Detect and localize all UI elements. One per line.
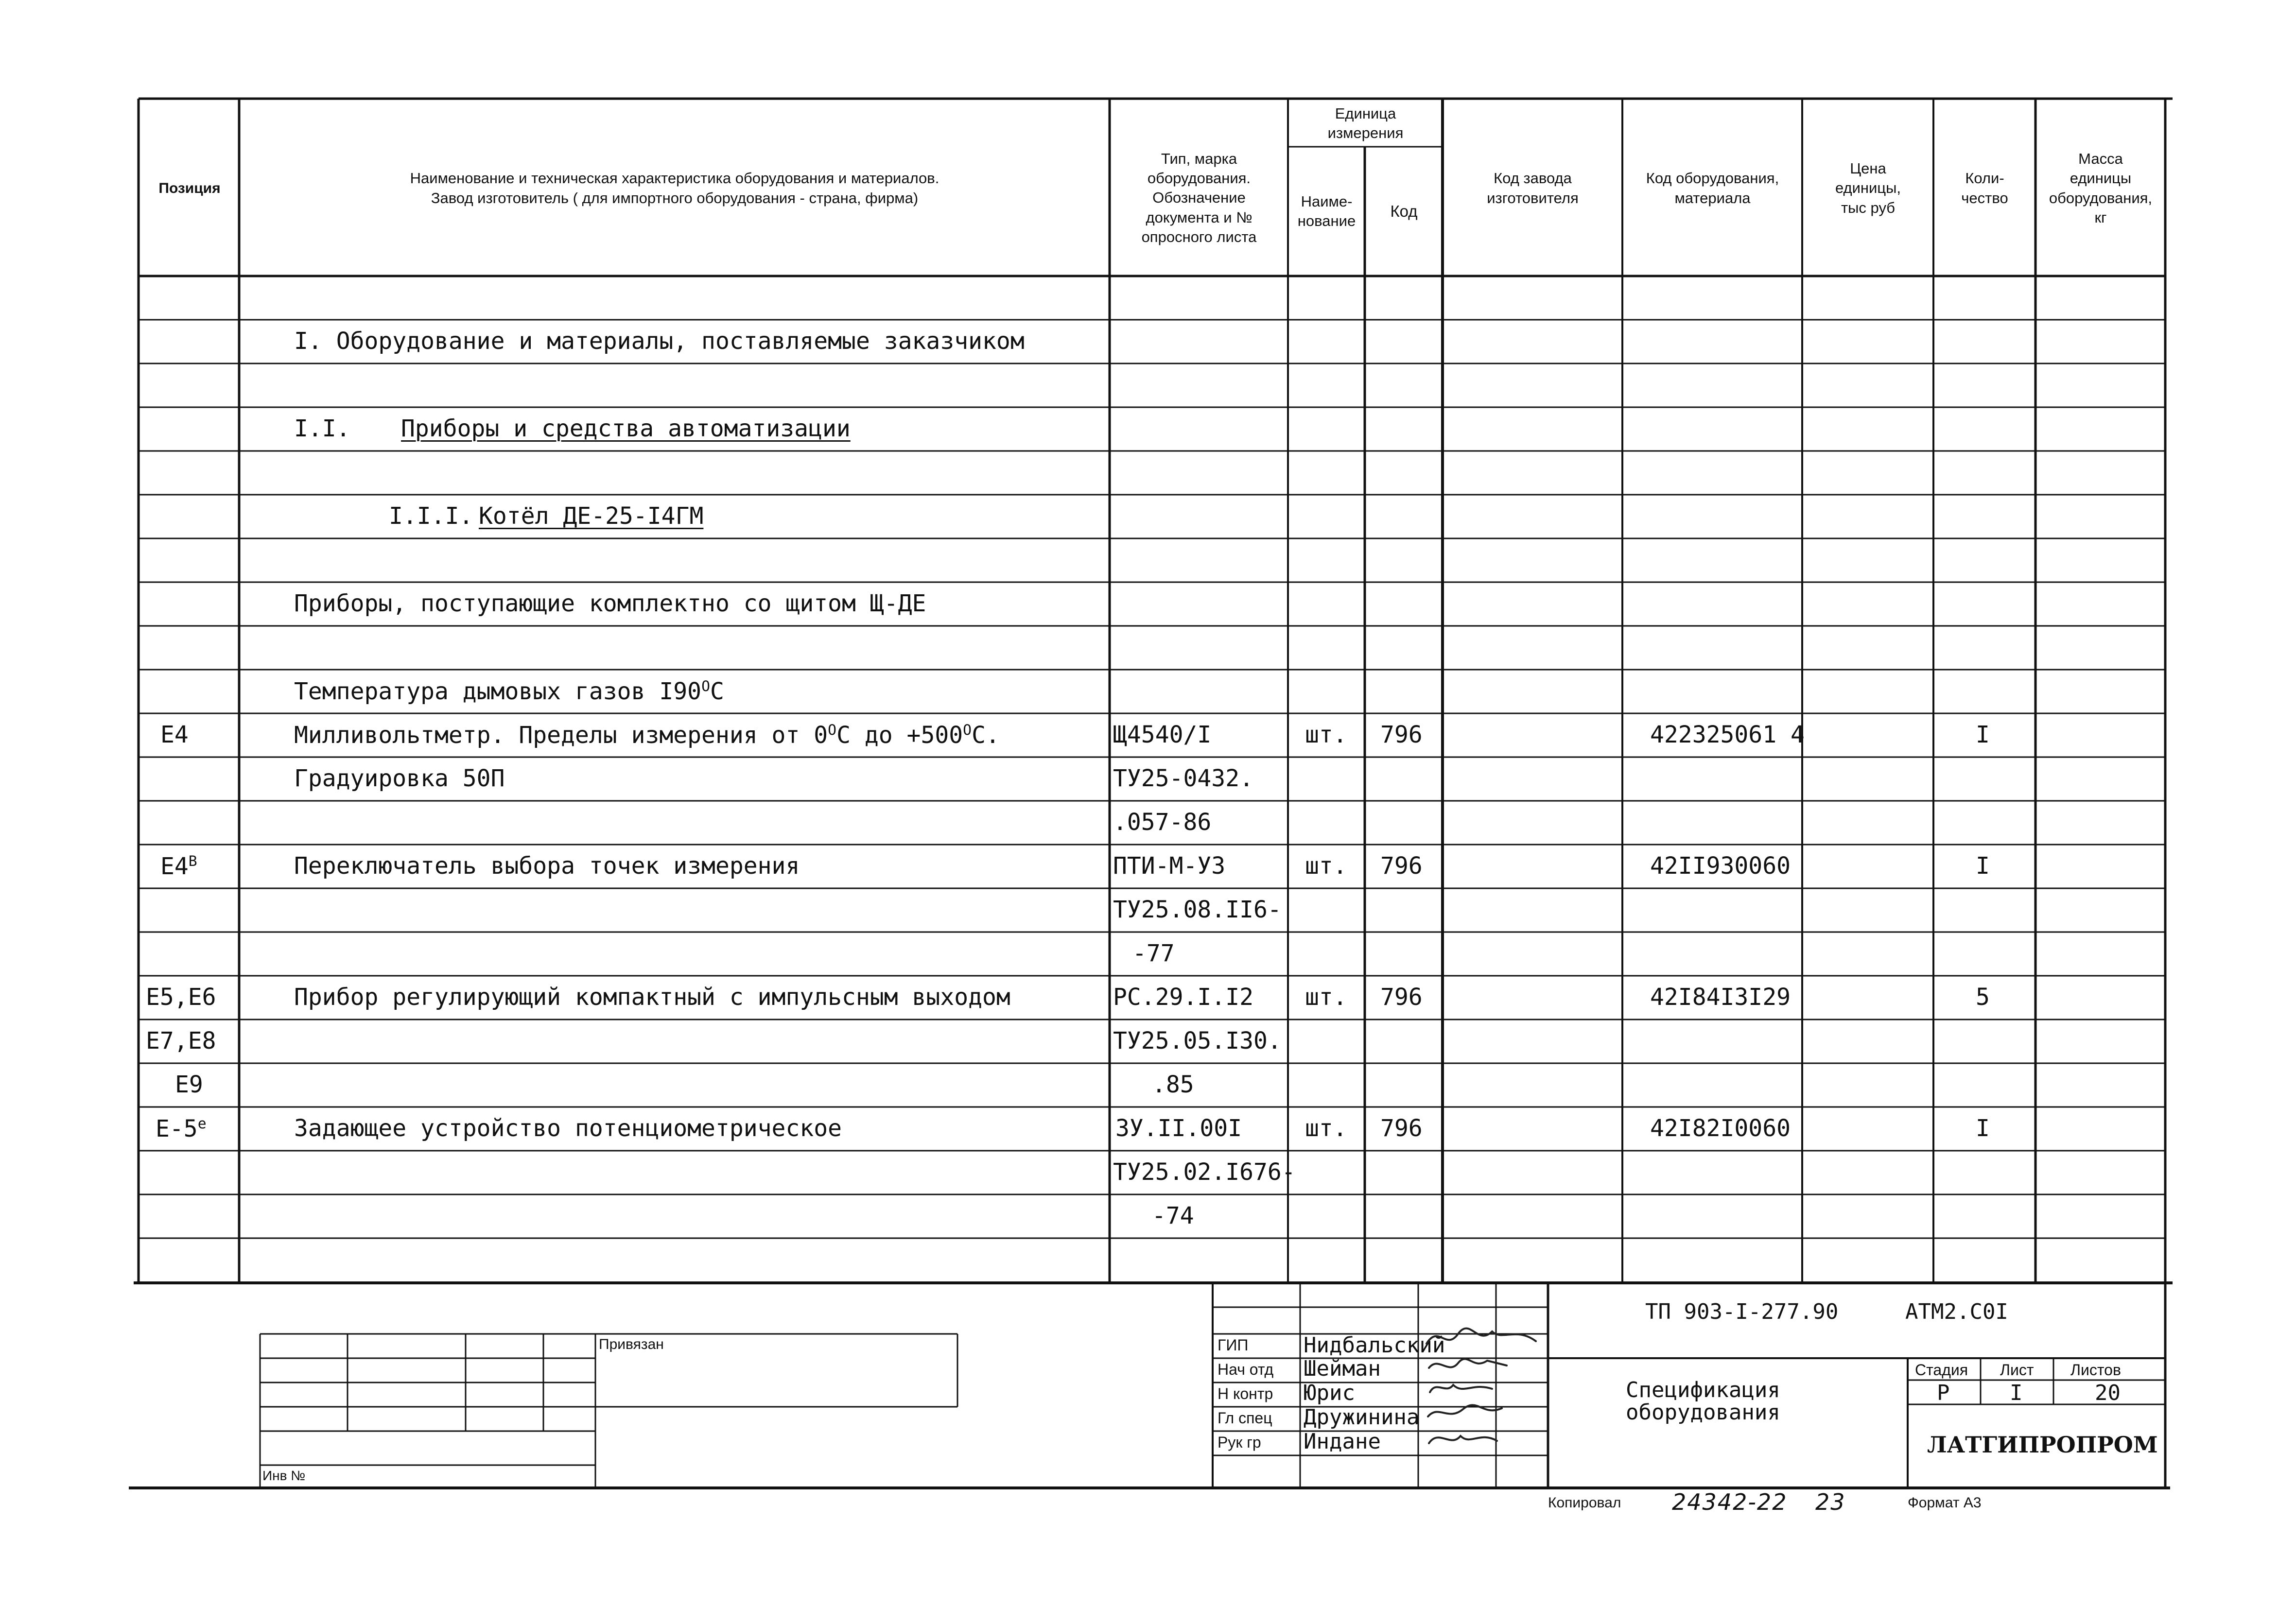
- table-row-position: E4: [160, 721, 189, 748]
- table-row-unit: шт.: [1305, 1115, 1347, 1142]
- header-position: Позиция: [158, 180, 221, 196]
- table-row-type: ТУ25-0432.: [1113, 765, 1253, 792]
- devices-panel-note: Приборы, поступающие комплектно со щитом Щ-ДЕ: [294, 590, 926, 617]
- table-row-name: Прибор регулирующий компактный с импульсным выходом: [294, 984, 1010, 1011]
- header-unit-name: Наиме- нование: [1297, 192, 1356, 229]
- document-title: Спецификация оборудования: [1626, 1378, 1780, 1425]
- table-row-quantity: I: [1976, 1115, 1990, 1142]
- table-row-equipment-code: 422325061 4: [1650, 721, 1805, 748]
- table-row-unit: шт.: [1305, 721, 1347, 748]
- sheets-value: 20: [2095, 1381, 2121, 1405]
- table-row-code: 796: [1380, 721, 1423, 748]
- document-code: ТП 903-I-277.90: [1645, 1299, 1839, 1324]
- table-row-type: Щ4540/I: [1113, 721, 1212, 748]
- linked-label: Привязан: [599, 1336, 664, 1352]
- table-row-name: Переключатель выбора точек измерения: [294, 852, 800, 880]
- table-row-equipment-code: 42II930060: [1650, 852, 1791, 880]
- signatures-image: [1424, 1322, 1550, 1477]
- header-quantity: Коли- чество: [1961, 170, 2008, 207]
- table-row-position: E5,E6: [146, 984, 216, 1011]
- header-unit-group: Единица измерения: [1327, 104, 1404, 141]
- table-row-type: ТУ25.08.II6-: [1113, 896, 1282, 923]
- table-row-name: Милливольтметр. Пределы измерения от $0^OC$ до $+500^OC$.: [294, 722, 1000, 749]
- table-row-code: 796: [1380, 1115, 1423, 1142]
- table-row-type: ТУ25.05.I30.: [1113, 1027, 1282, 1054]
- stage-label: Стадия: [1915, 1361, 1968, 1379]
- copied-label: Копировал: [1548, 1495, 1621, 1511]
- table-row-type: .85: [1152, 1071, 1194, 1098]
- header-equipment-code: Код оборудования, материала: [1646, 170, 1779, 207]
- signer-name: Нидбальский: [1304, 1333, 1445, 1358]
- table-row-position: $E4^B$: [160, 853, 197, 880]
- section-1-1-title: Приборы и средства автоматизации: [401, 415, 851, 442]
- table-row-type: -77: [1132, 940, 1175, 967]
- stage-value: Р: [1937, 1381, 1950, 1405]
- role-chief-specialist: Гл спец: [1218, 1409, 1272, 1427]
- section-1-1-1-number: I.I.I.: [389, 502, 473, 530]
- header-unit-price: Цена единицы, тыс руб: [1835, 160, 1901, 216]
- organization-name: ЛАТГИПРОПРОМ: [1927, 1432, 2158, 1458]
- inventory-number-label: Инв №: [262, 1468, 306, 1483]
- copy-page: 23: [1815, 1489, 1846, 1515]
- table-row-quantity: 5: [1976, 984, 1990, 1011]
- sheet-label: Лист: [2000, 1361, 2034, 1379]
- table-row-type: -74: [1152, 1202, 1194, 1229]
- table-row-type: PC.29.I.I2: [1113, 984, 1253, 1011]
- signer-name: Индане: [1304, 1429, 1381, 1454]
- flue-gas-temperature: Температура дымовых газов $I90^OC$: [294, 678, 724, 705]
- table-row-unit: шт.: [1305, 852, 1347, 880]
- copy-number: 24342-22: [1672, 1489, 1788, 1515]
- header-factory-code: Код завода изготовителя: [1487, 170, 1579, 207]
- header-name: Наименование и техническая характеристика оборудования и материалов. Завод изготовитель ( для импортного оборудования - страна, фирма): [410, 170, 939, 207]
- section-1-title: I. Оборудование и материалы, поставляемые заказчиком: [294, 328, 1025, 355]
- header-unit-mass: Масса единицы оборудования, кг: [2049, 150, 2153, 226]
- table-row-code: 796: [1380, 852, 1423, 880]
- sheet-value: I: [2010, 1381, 2023, 1405]
- table-row-position: E7,E8: [146, 1027, 216, 1054]
- table-row-code: 796: [1380, 984, 1423, 1011]
- header-unit-code: Код: [1390, 202, 1418, 220]
- table-row-type: ТУ25.02.I676-: [1113, 1158, 1296, 1186]
- signer-name: Дружинина: [1304, 1405, 1420, 1430]
- table-row-equipment-code: 42I84I3I29: [1650, 984, 1791, 1011]
- table-row-quantity: I: [1976, 721, 1990, 748]
- table-row-name: Градуировка 50П: [294, 765, 505, 792]
- table-row-type: .057-86: [1113, 809, 1212, 836]
- section-1-1-number: I.I.: [294, 415, 350, 442]
- signer-name: Юрис: [1304, 1381, 1355, 1405]
- sheets-label: Листов: [2070, 1361, 2121, 1379]
- sheet-code: АТМ2.С0I: [1905, 1299, 2008, 1324]
- table-row-type: ПТИ-М-У3: [1113, 852, 1226, 880]
- header-type-mark: Тип, марка оборудования. Обозначение документа и № опросного листа: [1141, 150, 1257, 245]
- table-row-name: Задающее устройство потенциометрическое: [294, 1115, 842, 1142]
- section-1-1-1-title: Котёл ДЕ-25-I4ГМ: [479, 502, 704, 530]
- table-row-quantity: I: [1976, 852, 1990, 880]
- table-row-unit: шт.: [1305, 984, 1347, 1011]
- signer-name: Шейман: [1304, 1356, 1381, 1381]
- format-label: Формат А3: [1908, 1495, 1982, 1511]
- table-row-type: ЗУ.II.00I: [1115, 1115, 1242, 1142]
- table-row-position: E-5e: [156, 1115, 207, 1142]
- role-group-head: Рук гр: [1218, 1434, 1261, 1451]
- table-row-equipment-code: 42I82I0060: [1650, 1115, 1791, 1142]
- table-row-position: E9: [175, 1071, 203, 1098]
- role-chief-engineer: ГИП: [1218, 1336, 1249, 1354]
- role-norm-control: Н контр: [1218, 1385, 1273, 1402]
- role-department-head: Нач отд: [1218, 1361, 1274, 1378]
